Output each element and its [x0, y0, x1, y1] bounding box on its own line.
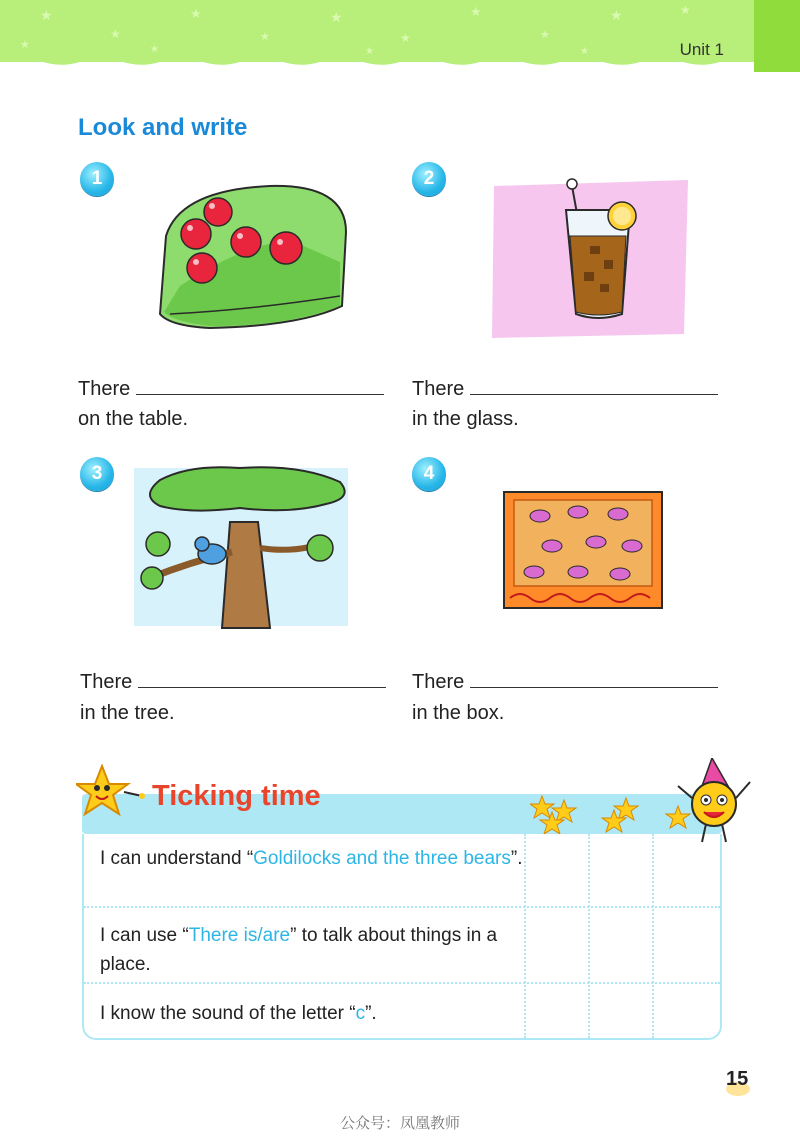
- exercise-number-4: 4: [412, 457, 446, 491]
- row-text: ”.: [510, 848, 523, 869]
- section-title: Look and write: [78, 114, 248, 141]
- row-text: I can understand “: [100, 848, 254, 869]
- exercise-4-blank[interactable]: [470, 667, 718, 688]
- table-divider: [84, 982, 720, 984]
- exercise-4-prefix: There: [412, 671, 465, 693]
- star-mascot-icon: [76, 764, 146, 818]
- exercise-1-prefix: There: [78, 378, 131, 400]
- ticking-row-1: [84, 844, 524, 873]
- ticking-row-3: [84, 999, 524, 1028]
- svg-text:★: ★: [540, 29, 550, 41]
- svg-text:★: ★: [365, 46, 374, 57]
- row-text: I know the sound of the letter “: [100, 1003, 356, 1024]
- svg-text:★: ★: [610, 7, 623, 23]
- exercise-2-suffix: in the glass.: [412, 408, 519, 430]
- unit-label: Unit 1: [679, 40, 724, 59]
- svg-text:★: ★: [20, 39, 30, 51]
- exercise-number-1: 1: [80, 162, 114, 196]
- row-text: ”.: [365, 1003, 377, 1024]
- rating-stars-icon: [530, 794, 700, 834]
- svg-text:★: ★: [470, 4, 482, 19]
- exercise-3-suffix: in the tree.: [80, 702, 175, 724]
- banner-stars-decoration: [0, 0, 760, 60]
- exercise-1-suffix: on the table.: [78, 408, 189, 430]
- bird-in-tree-picture: [130, 462, 350, 630]
- row-highlight: c: [355, 1003, 366, 1024]
- table-divider: [84, 906, 720, 908]
- exercise-3-prefix: There: [80, 671, 133, 693]
- ticking-table: [82, 834, 722, 1040]
- table-divider: [524, 834, 526, 1038]
- svg-text:★: ★: [330, 9, 343, 25]
- exercise-1-blank[interactable]: [136, 374, 384, 395]
- ticking-row-2: [84, 921, 524, 979]
- svg-text:★: ★: [580, 46, 589, 57]
- exercise-4-suffix: in the box.: [412, 702, 505, 724]
- page-number: 15: [726, 1068, 749, 1090]
- drink-in-glass-picture: [488, 176, 692, 340]
- exercise-number-3: 3: [80, 457, 114, 491]
- footer-watermark: 公众号：凤凰教师: [339, 1114, 460, 1132]
- row-highlight: Goldilocks and the three bears: [253, 848, 511, 869]
- exercise-4-line: [412, 667, 718, 694]
- exercise-2-blank[interactable]: [470, 374, 718, 395]
- svg-text:★: ★: [190, 6, 202, 21]
- svg-text:★: ★: [680, 3, 691, 17]
- apples-on-table-picture: [150, 176, 350, 334]
- header-corner-strip: [754, 0, 800, 72]
- table-divider: [652, 834, 654, 1038]
- exercise-3-line: [80, 667, 386, 694]
- exercise-2-line: [412, 374, 718, 401]
- svg-text:★: ★: [150, 44, 159, 55]
- table-divider: [588, 834, 590, 1038]
- svg-text:★: ★: [260, 31, 270, 43]
- exercise-2-prefix: There: [412, 378, 465, 400]
- row-highlight: There is/are: [188, 925, 291, 946]
- svg-text:★: ★: [110, 27, 121, 41]
- row-text: I can use “: [100, 925, 189, 946]
- row-text: ” to talk about things in a place.: [100, 925, 498, 975]
- svg-text:★: ★: [400, 31, 411, 45]
- ticking-time-title: Ticking time: [152, 780, 321, 812]
- exercise-3-blank[interactable]: [138, 667, 386, 688]
- svg-text:★: ★: [40, 7, 53, 23]
- exercise-1-line: [78, 374, 384, 401]
- sweets-in-box-picture: [500, 488, 666, 612]
- exercise-number-2: 2: [412, 162, 446, 196]
